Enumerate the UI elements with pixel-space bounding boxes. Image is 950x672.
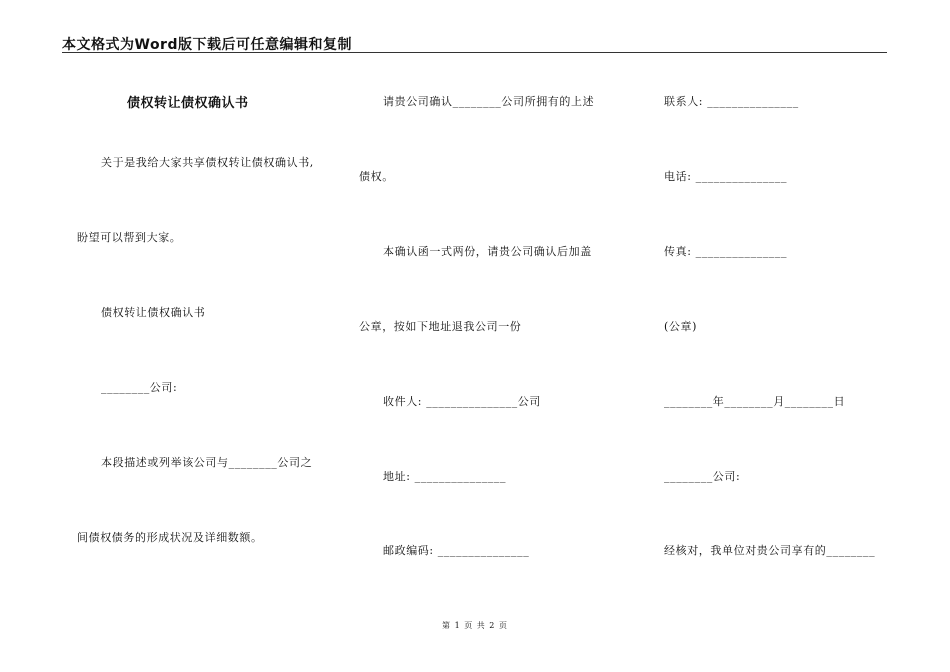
confirm-line-4: 公章，按如下地址退我公司一份 [359,320,522,333]
confirm-line-2: 债权。 [359,170,394,183]
date-field: ________年________月________日 [664,395,846,408]
confirm-line-1: 请贵公司确认________公司所拥有的上述 [383,95,595,108]
page-number: 第 1 页 共 2 页 [442,621,508,630]
addressee-line: ________公司: [101,381,178,394]
section-title: 债权转让债权确认书 [101,306,206,319]
intro-line-2: 盼望可以帮到大家。 [77,231,182,244]
phone-field: 电话: _______________ [664,170,788,183]
address-field: 地址: _______________ [383,470,507,483]
company-line: ________公司: [664,470,741,483]
contact-field: 联系人: _______________ [664,95,799,108]
recipient-field: 收件人: _______________公司 [383,395,541,408]
confirm-line-3: 本确认函一式两份，请贵公司确认后加盖 [383,245,592,258]
intro-line-1: 关于是我给大家共享债权转让债权确认书, [101,156,314,169]
document-header: 本文格式为Word版下载后可任意编辑和复制 [62,37,352,53]
paragraph-line-2: 间债权债务的形成状况及详细数额。 [77,531,263,544]
fax-field: 传真: _______________ [664,245,788,258]
paragraph-line-1: 本段描述或列举该公司与________公司之 [101,456,313,469]
document-title: 债权转让债权确认书 [127,96,249,111]
seal-label: (公章) [664,320,697,333]
verify-line: 经核对，我单位对贵公司享有的________ [664,544,876,557]
postcode-field: 邮政编码: _______________ [383,544,530,557]
header-divider [62,52,887,53]
